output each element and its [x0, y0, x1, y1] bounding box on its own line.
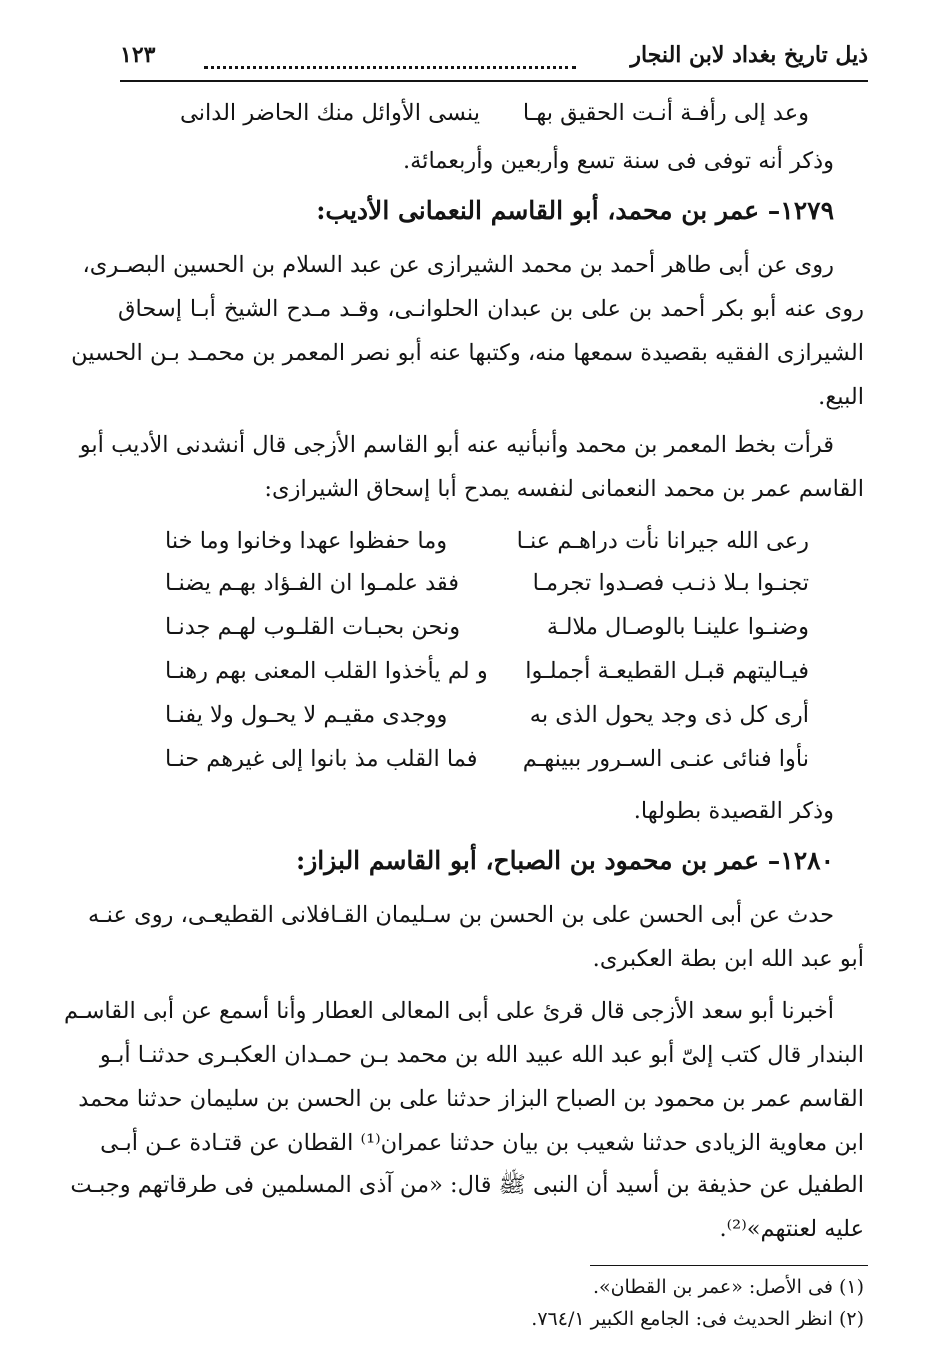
page-number: ١٢٣	[120, 42, 156, 68]
entry-1279-para1-line4: البيع.	[818, 384, 864, 410]
footnote-1: (١) فى الأصل: «عمر بن القطان».	[592, 1276, 864, 1298]
entry-1279-para2-line2: القاسم عمر بن محمد النعمانى لنفسه يمدح أبا إسحاق الشيرازى:	[264, 476, 864, 502]
entry-1280-para1-line2: أبو عبد الله ابن بطة العكبرى.	[592, 946, 864, 972]
entry-1279-closing: وذكر القصيدة بطولها.	[633, 798, 834, 824]
entry-1280-para2-line5: الطفيل عن حذيفة بن أسيد أن النبى ﷺ قال: «من آذى المسلمين فى طرقاتهم وجبـت	[70, 1172, 864, 1198]
poem-line-1-second: وما حفظوا عهدا وخانوا وما خنا	[165, 528, 448, 554]
poem-line-4-second: و لم يأخذوا القلب المعنى بهم رهنـا	[165, 658, 488, 684]
entry-1280-para2-line3: القاسم عمر بن محمود بن الصباح البزاز حدثنا على بن الحسن بن سليمان حدثنا محمد	[78, 1086, 864, 1112]
poem-line-6-second: فما القلب مذ بانوا إلى غيرهم حنـا	[165, 746, 478, 772]
entry-1279-para1-line1: روى عن أبى طاهر أحمد بن محمد الشيرازى عن عبد السلام بن الحسين البصـرى،	[82, 252, 834, 278]
intro-verse-second: ينسى الأوائل منك الحاضر الدانى	[180, 100, 480, 126]
entry-1280-para2-line2: البندار قال كتب إلىّ أبو عبد الله عبيد الله بن محمد بـن حمـدان العكبـرى حدثنـا أبـو	[99, 1042, 864, 1068]
entry-1280-para2-line4: ابن معاوية الزيادى حدثنا شعيب بن بيان حدثنا عمران⁽¹⁾ القطان عن قتـادة عـن أبـى	[100, 1130, 864, 1156]
entry-1279-heading: ١٢٧٩– عمر بن محمد، أبو القاسم النعمانى الأديب:	[316, 196, 834, 225]
header-title: ذيل تاريخ بغداد لابن النجار	[630, 42, 868, 68]
poem-line-2-second: فقد علمـوا ان الفـؤاد بهـم يضنـا	[165, 570, 460, 596]
poem-line-3-second: ونحن بحبـات القلـوب لهـم جدنـا	[165, 614, 461, 640]
intro-verse-first: وعد إلى رأفـة أنـت الحقيق بهـا	[522, 100, 809, 126]
footnote-divider	[590, 1265, 868, 1266]
poem-line-5-second: ووجدى مقيـم لا يحـول ولا يفنـا	[165, 702, 448, 728]
entry-1280-para1-line1: حدث عن أبى الحسن على بن الحسن بن سـليمان القـافلانى القطيعـى، روى عنـه	[88, 902, 834, 928]
entry-1279-para1-line3: الشيرازى الفقيه بقصيدة سمعها منه، وكتبها عنه أبو نصر المعمر بن محمـد بـن الحسين	[71, 340, 864, 366]
footnote-2: (٢) انظر الحديث فى: الجامع الكبير ٧٦٤/١.	[531, 1308, 864, 1330]
entry-1280-heading: ١٢٨٠– عمر بن محمود بن الصباح، أبو القاسم البزاز:	[295, 846, 834, 875]
entry-1279-para2-line1: قرأت بخط المعمر بن محمد وأنبأنيه عنه أبو القاسم الأزجى قال أنشدنى الأديب أبو	[79, 432, 834, 458]
poem-line-3-first: وضنـوا علينـا بالوصـال ملالـة	[546, 614, 809, 640]
poem-line-1-first: رعى الله جيرانا نأت دراهـم عنـا	[516, 528, 809, 554]
header-leader-dots	[204, 66, 576, 69]
poem-line-4-first: فيـاليتهم قبـل القطيعـة أجملـوا	[525, 658, 809, 684]
intro-line: وذكر أنه توفى فى سنة تسع وأربعين وأربعمائة.	[402, 148, 834, 174]
poem-line-5-first: أرى كل ذى وجد يحول الذى به	[529, 702, 809, 728]
entry-1280-para2-line6: عليه لعنتهم»⁽²⁾.	[719, 1216, 864, 1242]
running-header	[120, 40, 868, 82]
poem-line-6-first: نأوا فنائى عنـى السـرور ببينهـم	[522, 746, 809, 772]
poem-line-2-first: تجنـوا بـلا ذنـب فصـدوا تجرمـا	[532, 570, 809, 596]
entry-1279-para1-line2: روى عنه أبو بكر أحمد بن على بن عبدان الحلوانـى، وقـد مـدح الشيخ أبـا إسحاق	[118, 296, 864, 322]
entry-1280-para2-line1: أخبرنا أبو سعد الأزجى قال قرئ على أبى المعالى العطار وأنا أسمع عن أبى القاسـم	[64, 998, 834, 1024]
